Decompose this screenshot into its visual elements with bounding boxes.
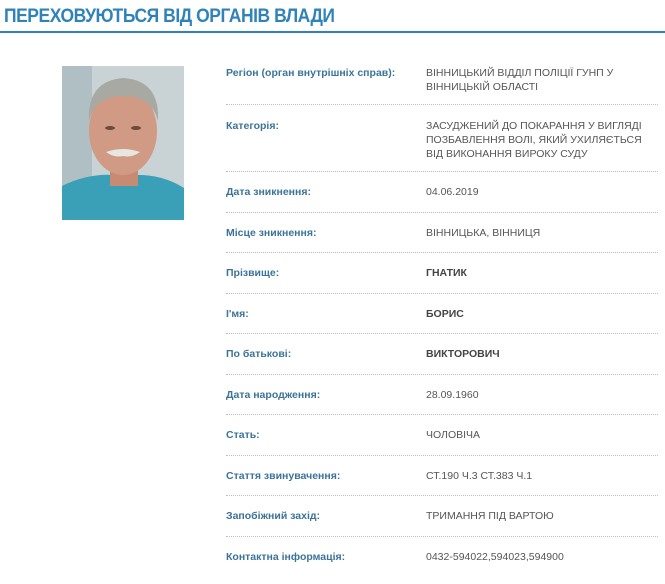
detail-label: Стаття звинувачення:: [226, 469, 341, 482]
title-divider: [0, 31, 665, 33]
detail-label: Регіон (орган внутрішніх справ):: [226, 67, 396, 79]
detail-label: Запобіжний захід:: [226, 510, 321, 522]
detail-row-preventive-measure: [226, 496, 658, 537]
detail-label: По батькові:: [226, 348, 292, 360]
detail-row-charge-article: [226, 456, 658, 497]
detail-value: ВІННИЦЬКА, ВІННИЦЯ: [426, 226, 541, 239]
detail-label: Категорія:: [226, 120, 279, 132]
detail-row-surname: [226, 253, 658, 294]
detail-value: 28.09.1960: [426, 388, 479, 401]
detail-row-category: [226, 105, 658, 172]
detail-value: 0432-594022,594023,594900: [426, 550, 564, 563]
detail-value: БОРИС: [426, 307, 464, 320]
detail-row-disappearance-place: [226, 213, 658, 254]
detail-label: Дата зникнення:: [226, 186, 311, 198]
detail-value: ТРИМАННЯ ПІД ВАРТОЮ: [426, 510, 554, 522]
detail-row-region: [226, 62, 658, 105]
detail-label: Стать:: [226, 429, 260, 441]
detail-label: Прізвище:: [226, 267, 280, 279]
detail-value: ВИКТОРОВИЧ: [426, 348, 500, 360]
detail-row-first-name: [226, 294, 658, 335]
details-list: [226, 62, 658, 577]
detail-label: Контактна інформація:: [226, 550, 346, 563]
detail-label: І'мя:: [226, 307, 249, 320]
detail-value: ЧОЛОВІЧА: [426, 429, 481, 441]
detail-label: Місце зникнення:: [226, 226, 317, 239]
detail-value: ЗАСУДЖЕНИЙ ДО ПОКАРАННЯ У ВИГЛЯДІ ПОЗБАВЛЕННЯ ВОЛІ, ЯКИЙ УХИЛЯЄТЬСЯ ВІД ВИКОНАННЯ ВИРОКУ СУДУ: [426, 120, 642, 160]
detail-row-sex: [226, 415, 658, 456]
detail-row-birth-date: [226, 375, 658, 416]
detail-row-contact-info: [226, 537, 658, 578]
detail-label: Дата народження:: [226, 388, 321, 401]
detail-row-patronymic: [226, 334, 658, 375]
detail-row-disappearance-date: [226, 172, 658, 213]
person-photo: [62, 66, 184, 220]
detail-value: СТ.190 Ч.3 СТ.383 Ч.1: [426, 469, 533, 482]
page-title: ПЕРЕХОВУЮТЬСЯ ВІД ОРГАНІВ ВЛАДИ: [4, 6, 335, 27]
detail-value: ГНАТИК: [426, 267, 467, 279]
detail-value: 04.06.2019: [426, 186, 479, 198]
detail-value: ВІННИЦЬКИЙ ВІДДІЛ ПОЛІЦІЇ ГУНП У ВІННИЦЬКІЙ ОБЛАСТІ: [426, 67, 614, 93]
